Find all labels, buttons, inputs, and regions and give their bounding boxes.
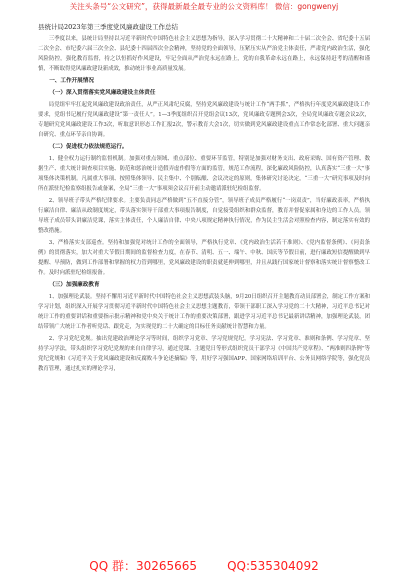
document-title: 县统计局2023年第三季度党风廉政建设工作总结 bbox=[38, 23, 179, 31]
section-heading: 一、工作开展情况 bbox=[49, 78, 94, 84]
paragraph: 2、领导班子带头严格纪律要求。主要负责同志严格做到“五不直接分管”，领导班子成员严格履行“一岗双责”，当好廉政表率，严格执行廉洁自律、廉洁从政制度规定，带头落实领导干部重大事项报告制度，自觉接受组织和群众监督，教育并督促家属和身边的工作人员。领导班子成员带头讲廉洁党课，落实主体责任，个人廉洁自律、中央八项规定精神执行情况，作为民主生活会对照检查内容，制定落实有效的整改措施。 bbox=[38, 198, 370, 234]
paragraph: 2、学习党纪党规。抽出党建政治理论学习等时间，组织学习党章、学习党规党纪，学习宪法、学习党章、准则和条例、学习党章、坚持学习学法，带头组织学习党纪党规的来自自律学习，通过党课、主题党日等形式组织党员干部学习《中国共产党章程》、“两准则四条例”等党纪党规和《习近平关于党风廉政建设和反腐败斗争论述摘编》等，用好学习强国APP、国家网络培训平台、公务员网络学院等，强化党员教育管理，通过扎实的理论学习， bbox=[38, 336, 370, 372]
document-body bbox=[38, 34, 370, 374]
paragraph: 3、严格落实支部巡查。坚持和加强党对统计工作的全面领导，严格执行党章、《党内政治生活若干准则》、《党内监督条例》、《问责条例》的贯彻落实，加大对重大节假日期间的监督检查力度，在春节、清明、五一、端午、中秋、国庆等节假日前，进行廉政短信提醒做到早提醒、早预防，做到工作部署和掌握的权力管到哪里，党风廉政建设的职责就延伸到哪里，并且从践行国家统计督察和落实统计督察整改工作。及时向派驻纪检组报备。 bbox=[38, 240, 370, 276]
footer-qq-group: QQ 群：30265665 bbox=[89, 559, 198, 573]
paragraph: 三季度以来，县统计局坚持以习近平新时代中国特色社会主义思想为指导，深入学习贯彻二十大精神和二十届二次全会、省纪委十五届二次全会、市纪委六届三次全会、县纪委十四届四次全会精神，坚持党的全面领导，压紧压实从严治党主体责任，严肃党内政治生活，强化风险防控，强化教育监督，持之以恒抓好作风建设，牢记全面从严治党永远在路上，党的自我革命永远在路上，永远保持赶考的清醒和谨慎，不断取得党风廉政建设新成效，推动统计事业高质量发展。 bbox=[38, 36, 370, 72]
document-page bbox=[38, 22, 370, 376]
promo-banner: 关注头条号“公文研究”，获得最新最全最专业的公文资料库！ 微信：gongwenyj bbox=[69, 2, 339, 11]
section-heading: （三）加强廉政教育 bbox=[49, 282, 100, 288]
paragraph: 局党组牢牢扛起党风廉政建设政治责任，从严正风肃纪反腐，坚持党风廉政建设与统计工作“两手抓”，严格执行年度党风廉政建设工作要求，党组书记履行党风廉政建设“第一责任人”。1—3季度组织召开党组会议13次，党风廉政专题例会3次，全局党风廉政专题会议2次，专题研究党风廉政建设工作3次，听取意识形态工作汇报2次，警示教育大会1次，切实做到党风廉政建设重点工作常态化部署、重大问题亲自研究、重点环节亲自协调。 bbox=[38, 102, 370, 138]
footer-qq: QQ:535304092 bbox=[227, 559, 319, 573]
paragraph: 1、加强理论武装。坚持不懈用习近平新时代中国特色社会主义思想武装头脑，9月20日组织召开主题教育动员部署会，制定工作方案和学习计划，组织深入开展学习贯彻习近平新时代中国特色社会主义思想主题教育，带领干部职工深入学习党的二十大精神，习近平总书记对统计工作的重要讲话和重要指示批示精神和党中央关于统计工作的重要决策部署，跟进学习习近平总书记最新讲话精神，加强理论武装，团结带领广大统计工作者听党话、跟党走，为实现党的二十大确定的目标任务贡献统计智慧和力量。 bbox=[38, 294, 370, 330]
paragraph: 1、健全权力运行制约监督机制。加强对重点领域、重点部位、重要环节监管，特别是加强对财务支出、政府采购、国有资产管理、数据生产、重大统计调查项目实施、防范和惩治统计造假弄虚作假等方面的监管，规范工作流程，深化廉政风险防控，认真落实“三重一大”事项集体决策机制。凡属重大事项、按照集体领导、民主集中、个别酝酿、会议决定的原则，集体研究讨论决定，“三重一大”研究事项及时向所在派驻纪检监察组报告或备案，全局“三重一大”事项须会议召开前主动邀请派驻纪检组监督。 bbox=[38, 156, 370, 192]
section-heading: （二）促进权力依法规范运行。 bbox=[49, 144, 128, 150]
footer-contact bbox=[0, 557, 408, 574]
section-heading: （一）深入贯彻落实党风廉政建设主体责任 bbox=[49, 90, 156, 96]
